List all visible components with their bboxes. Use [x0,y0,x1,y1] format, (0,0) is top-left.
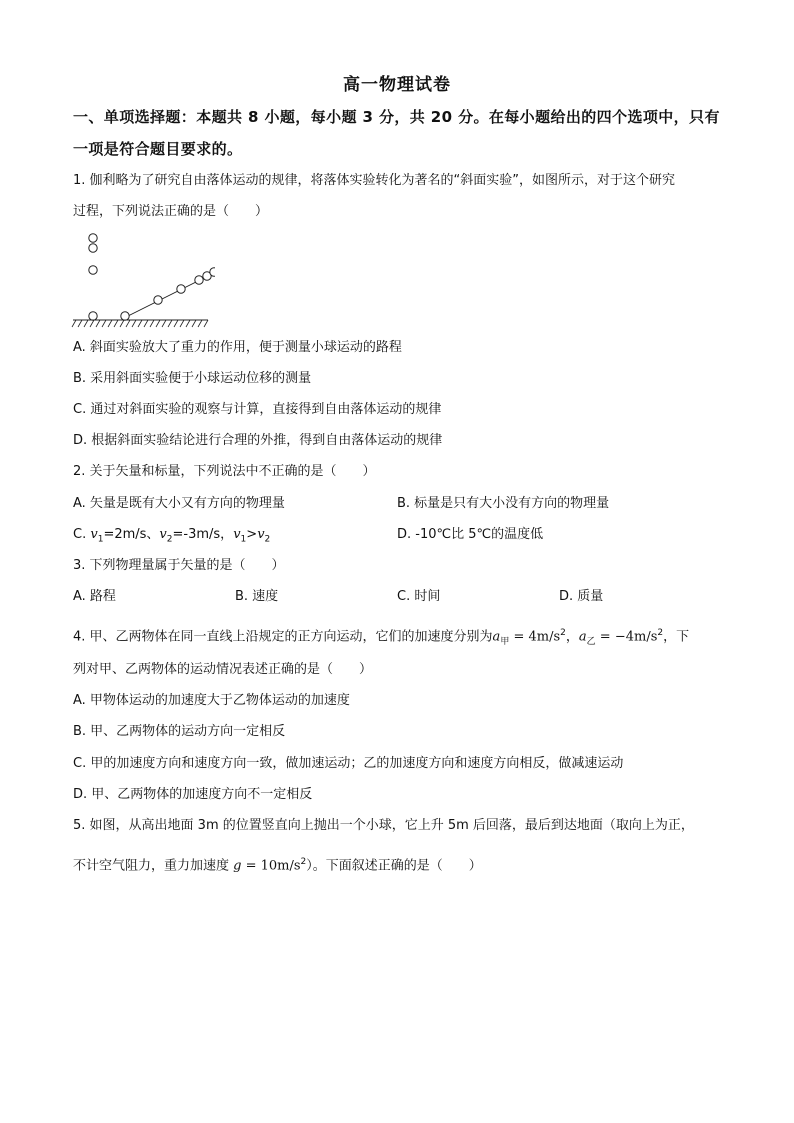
q3-option-b: B. 速度 [235,589,279,604]
q2-option-c: C. $v_1=2m/s$、$v_2=-3m/s$，$v_1>v_2$ [73,527,271,545]
q4-option-d: D. 甲、乙两物体的加速度方向不一定相反 [73,787,313,802]
q2-option-a: A. 矢量是既有大小又有方向的物理量 [73,496,285,511]
incline-ball-2 [154,296,162,304]
q1-option-d: D. 根据斜面实验结论进行合理的外推，得到自由落体运动的规律 [73,433,443,448]
q4-stem-line2: 列对甲、乙两物体的运动情况表述正确的是（ ） [73,662,373,677]
incline-ball-3 [177,285,185,293]
q1-option-c: C. 通过对斜面实验的观察与计算，直接得到自由落体运动的规律 [73,402,442,417]
incline-ball-4 [195,276,203,284]
q4-option-b: B. 甲、乙两物体的运动方向一定相反 [73,724,286,739]
q4-option-c: C. 甲的加速度方向和速度方向一致，做加速运动；乙的加速度方向和速度方向相反，做减速运动 [73,756,624,771]
q3-option-a: A. 路程 [73,589,116,604]
q3-option-c: C. 时间 [397,589,441,604]
q4-stem-line1: 4. 甲、乙两物体在同一直线上沿规定的正方向运动，它们的加速度分别为$a_甲 = 4m/s^2$，$a_乙 = -4m/s^2$，下 [73,628,690,647]
falling-ball-3 [89,266,97,274]
q5-stem-line1: 5. 如图，从高出地面 3m 的位置竖直向上抛出一个小球，它上升 5m 后回落，最后到达地面（取向上为正， [73,818,694,833]
q2-stem: 2. 关于矢量和标量，下列说法中不正确的是（ ） [73,464,376,479]
q1-option-b: B. 采用斜面实验便于小球运动位移的测量 [73,371,312,386]
q5-stem-line2: 不计空气阻力，重力加速度 $g = 10m/s^2$）。下面叙述正确的是（ ） [73,857,482,874]
incline-ball-6 [210,268,215,276]
q1-stem-line1: 1. 伽利略为了研究自由落体运动的规律，将落体实验转化为著名的“斜面实验”，如图所示，对于这个研究 [73,173,676,188]
q1-stem-line2: 过程，下列说法正确的是（ ） [73,204,269,219]
q2-option-d: D. -10℃比 5℃的温度低 [397,527,544,542]
inclined-plane-figure [70,228,215,332]
falling-ball-4 [89,312,97,320]
section1-heading-line1: 一、单项选择题：本题共 8 小题，每小题 3 分，共 20 分。在每小题给出的四个选项中，只有 [73,108,720,126]
falling-ball-1 [89,234,97,242]
ground-hatching [72,320,208,327]
section1-heading-line2: 一项是符合题目要求的。 [73,140,243,158]
q3-option-d: D. 质量 [559,589,604,604]
exam-title: 高一物理试卷 [343,75,451,95]
q4-option-a: A. 甲物体运动的加速度大于乙物体运动的加速度 [73,693,350,708]
falling-ball-2 [89,244,97,252]
q2-option-b: B. 标量是只有大小没有方向的物理量 [397,496,610,511]
q1-option-a: A. 斜面实验放大了重力的作用，便于测量小球运动的路程 [73,340,402,355]
incline-ball-1 [121,312,129,320]
q3-stem: 3. 下列物理量属于矢量的是（ ） [73,558,285,573]
